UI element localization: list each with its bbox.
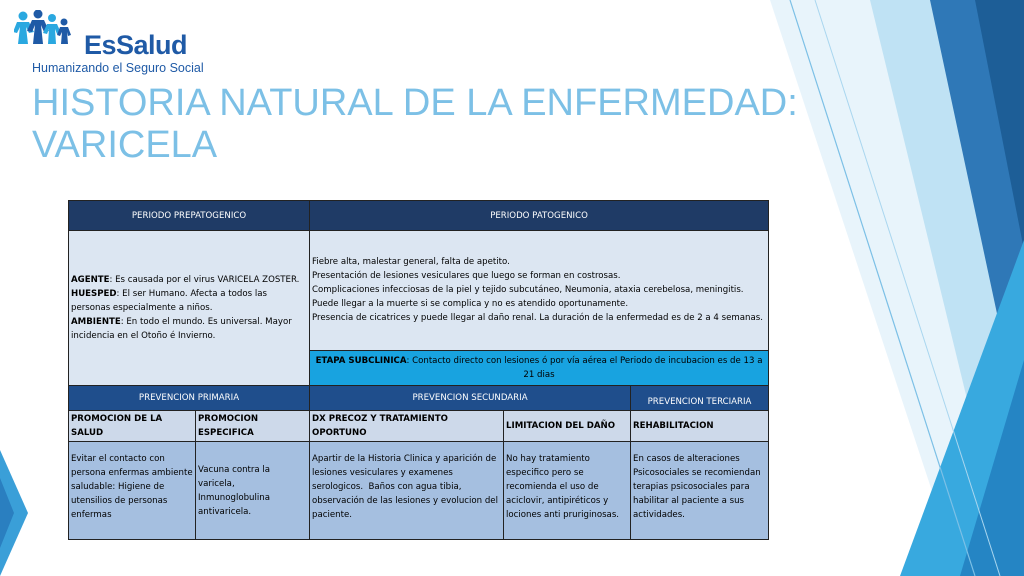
early-diagnosis-content: Apartir de la Historia Clinica y aparición de lesiones vesiculares y examenes serologicos. Baños con agua tibia, observación de las lesiones y evolucion del paciente. bbox=[310, 442, 504, 540]
pathogenic-line: Puede llegar a la muerte si se complica y no es atendido oportunamente. bbox=[312, 299, 629, 310]
rehabilitation-content: En casos de alteraciones Psicosociales se recomiendan terapias psicosociales para habilitar al paciente a sus actividades. bbox=[631, 442, 769, 540]
ambiente-text: : En todo el mundo. Es universal. Mayor incidencia en el Otoño é Invierno. bbox=[71, 317, 292, 341]
family-figures-icon bbox=[14, 10, 72, 46]
pathogenic-line: Presencia de cicatrices y puede llegar al daño renal. La duración de la enfermedad es de 2 a 4 semanas. bbox=[312, 313, 763, 324]
damage-limitation-content: No hay tratamiento especifico pero se recomienda el uso de aciclovir, antipiréticos y lociones anti pruriginosas. bbox=[504, 442, 631, 540]
subclinical-stage-cell bbox=[310, 350, 769, 385]
huesped-label: HUESPED bbox=[71, 289, 117, 299]
prepatogenic-cell bbox=[69, 231, 310, 386]
tertiary-prevention-header: PREVENCION TERCIARIA bbox=[631, 386, 769, 411]
natural-history-table bbox=[68, 200, 769, 540]
agente-text: : Es causada por el virus VARICELA ZOSTER. bbox=[109, 275, 300, 285]
primary-prevention-header: PREVENCION PRIMARIA bbox=[69, 386, 310, 411]
slide-title: HISTORIA NATURAL DE LA ENFERMEDAD: VARICELA bbox=[32, 82, 798, 166]
rehabilitation-subheader: REHABILITACION bbox=[631, 411, 769, 442]
early-diagnosis-subheader: DX PRECOZ Y TRATAMIENTO OPORTUNO bbox=[310, 411, 504, 442]
specific-promotion-content: Vacuna contra la varicela, Inmunoglobulina antivaricela. bbox=[196, 442, 310, 540]
period-prepatogenic-header: PERIODO PREPATOGENICO bbox=[69, 201, 310, 231]
brand-tagline: Humanizando el Seguro Social bbox=[32, 61, 204, 75]
health-promotion-subheader: PROMOCION DE LA SALUD bbox=[69, 411, 196, 442]
specific-promotion-subheader: PROMOCION ESPECIFICA bbox=[196, 411, 310, 442]
huesped-line bbox=[71, 287, 307, 315]
essalud-logo bbox=[14, 10, 204, 75]
pathogenic-line: Fiebre alta, malestar general, falta de apetito. bbox=[312, 257, 510, 268]
subclinical-label: ETAPA SUBCLINICA bbox=[315, 355, 407, 366]
secondary-prevention-header: PREVENCION SECUNDARIA bbox=[310, 386, 631, 411]
agente-line bbox=[71, 273, 307, 287]
damage-limitation-subheader: LIMITACION DEL DAÑO bbox=[504, 411, 631, 442]
brand-name: EsSalud bbox=[84, 30, 188, 60]
ambiente-label: AMBIENTE bbox=[71, 317, 121, 327]
subclinical-text: : Contacto directo con lesiones ó por vía aérea el Periodo de incubacion es de 13 a 21 dias bbox=[406, 355, 763, 380]
period-pathogenic-header: PERIODO PATOGENICO bbox=[310, 201, 769, 231]
pathogenic-signs-cell bbox=[310, 231, 769, 351]
pathogenic-line: Complicaciones infecciosas de la piel y tejido subcutáneo, Neumonia, ataxia cerebelosa, meningitis. bbox=[312, 285, 744, 296]
health-promotion-content: Evitar el contacto con persona enfermas ambiente saludable: Higiene de utensilios de personas enfermas bbox=[69, 442, 196, 540]
agente-label: AGENTE bbox=[71, 275, 110, 285]
huesped-text: : El ser Humano. Afecta a todos las personas especialmente a niños. bbox=[71, 289, 267, 313]
pathogenic-line: Presentación de lesiones vesiculares que luego se forman en costrosas. bbox=[312, 271, 621, 282]
ambiente-line bbox=[71, 315, 307, 343]
